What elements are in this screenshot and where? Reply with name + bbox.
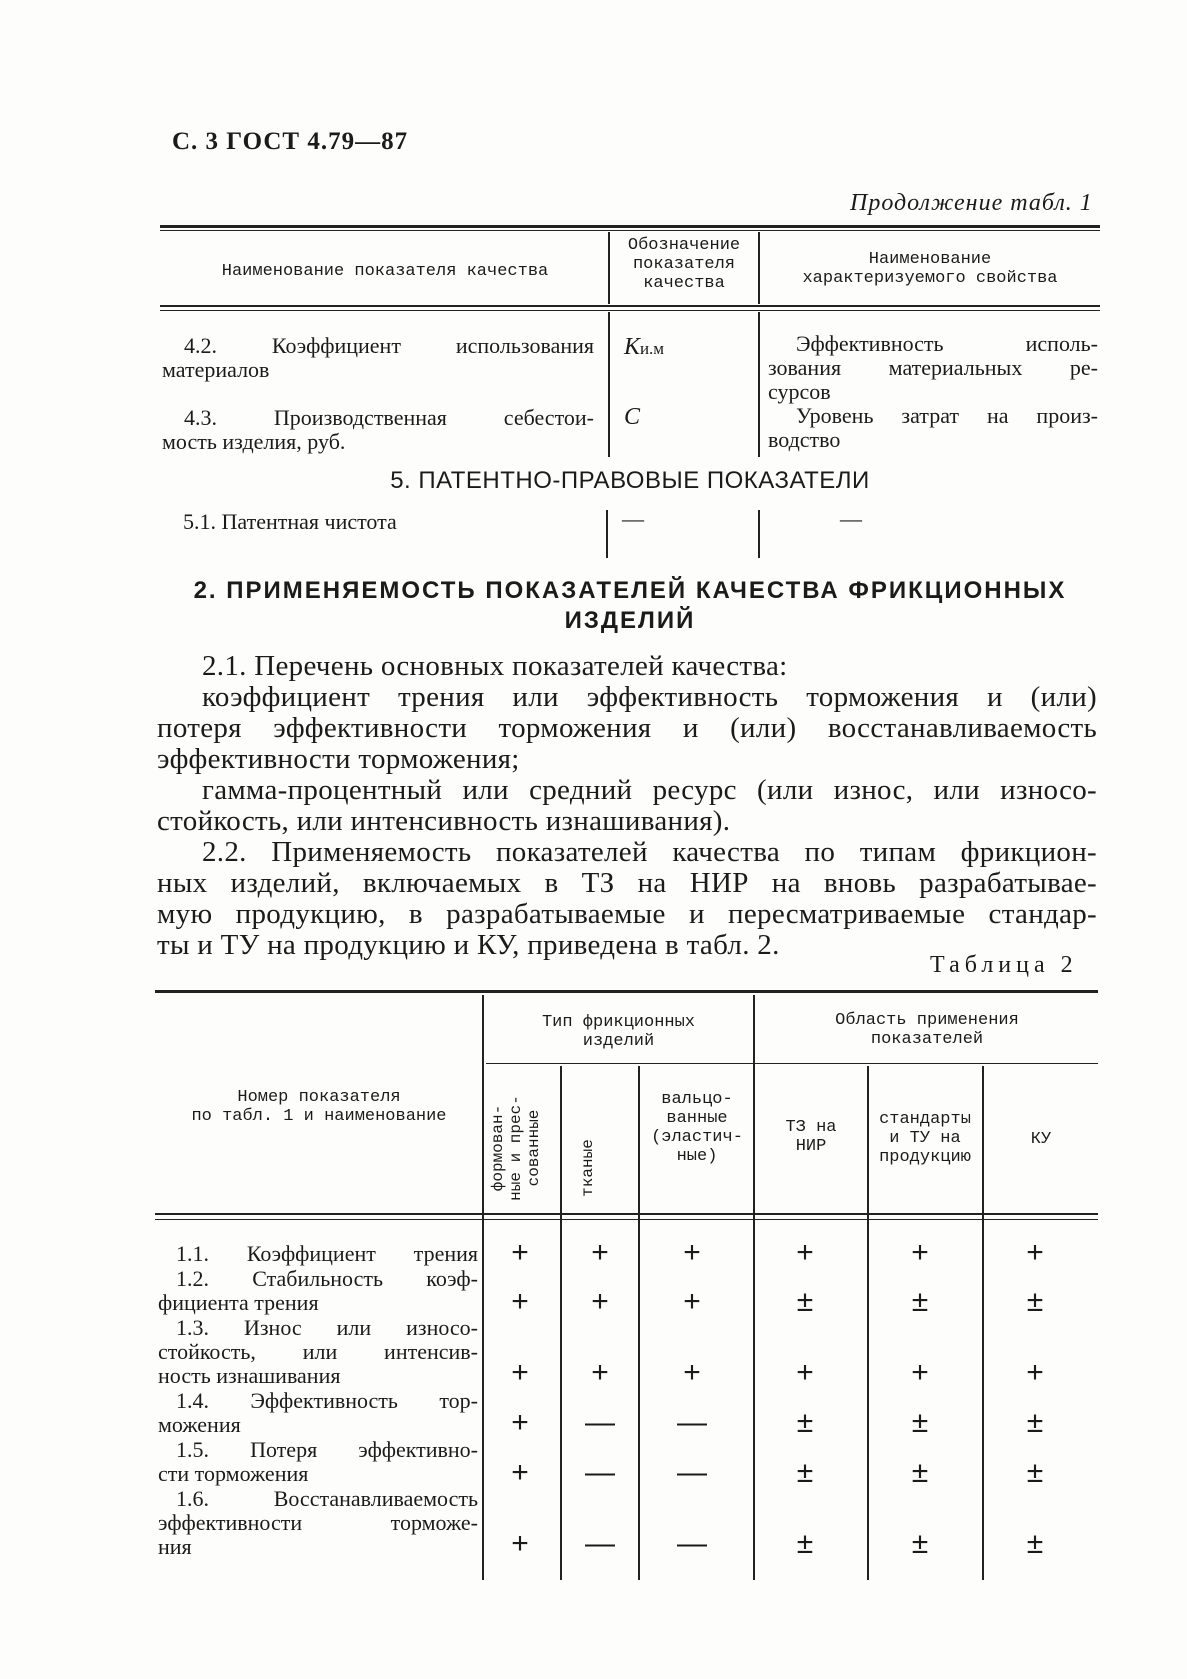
table2-header-rule xyxy=(155,1213,1098,1215)
table2-top-rule xyxy=(155,990,1098,993)
table2-mark-r1-c1: + xyxy=(511,1236,529,1269)
table1-top-rule xyxy=(160,225,1100,228)
table2-mark-r5-c4: ± xyxy=(796,1456,814,1489)
table2-mark-r2-c4: ± xyxy=(796,1285,814,1318)
table1-header-property: Наименование характеризуемого свойства xyxy=(802,250,1058,288)
table2-row-name-1-4: 1.4. Эффективность тор- можения xyxy=(158,1388,478,1437)
table2-row-name-1-6: 1.6. Восстанавливаемость эффективности торможе- ния xyxy=(158,1486,478,1559)
table2-row-name-1-1: 1.1. Коэффициент трения xyxy=(176,1241,478,1266)
table2-mark-r3-c5: + xyxy=(911,1356,929,1389)
table2-mark-r3-c3: + xyxy=(683,1356,701,1389)
table2-col-divider-group xyxy=(753,995,755,1580)
table2-mark-r1-c6: + xyxy=(1026,1236,1044,1269)
table2-header-group2: Область применения показателей xyxy=(835,1011,1019,1049)
table2-mark-r3-c6: + xyxy=(1026,1356,1044,1389)
table2-mark-r6-c4: ± xyxy=(796,1527,814,1560)
table1-header-rule xyxy=(160,305,1100,307)
table2-header-woven: тканые xyxy=(579,1139,597,1197)
table1-row-4-3-name: 4.3. Производственная себестои- мость изделия, руб. xyxy=(162,405,594,454)
table2-header-rule-2 xyxy=(155,1219,1098,1220)
table1-section-5-title: 5. ПАТЕНТНО-ПРАВОВЫЕ ПОКАЗАТЕЛИ xyxy=(390,467,870,494)
section-2-title: 2. ПРИМЕНЯЕМОСТЬ ПОКАЗАТЕЛЕЙ КАЧЕСТВА ФРИКЦИОННЫХ ИЗДЕЛИЙ xyxy=(193,577,1067,634)
table2-mark-r1-c2: + xyxy=(591,1236,609,1269)
table2-header-tz-nir: ТЗ на НИР xyxy=(785,1118,837,1156)
table2-group-rule xyxy=(486,1063,1098,1064)
table2-caption: Таблица 2 xyxy=(930,952,1078,978)
table1-row-5-1-divider-1 xyxy=(606,510,608,558)
table1-header-rule-2 xyxy=(160,310,1100,311)
table2-mark-r5-c1: + xyxy=(511,1456,529,1489)
table2-mark-r4-c1: + xyxy=(511,1406,529,1439)
table2-col-divider-sub2 xyxy=(638,1066,640,1580)
table2-row-name-1-3: 1.3. Износ или износо- стойкость, или интенсив- ность изнашивания xyxy=(158,1315,478,1388)
table2-mark-r5-c5: ± xyxy=(911,1456,929,1489)
table2-mark-r6-c1: + xyxy=(511,1527,529,1560)
table1-col-divider-2 xyxy=(758,232,760,304)
table2-mark-r6-c6: ± xyxy=(1026,1527,1044,1560)
table2-col-divider-sub5 xyxy=(982,1066,984,1580)
table2-mark-r1-c4: + xyxy=(796,1236,814,1269)
table2-mark-r4-c3: — xyxy=(677,1406,707,1439)
table2-header-ku: КУ xyxy=(1030,1130,1052,1149)
table2-header-rolled: вальцо- ванные (эластич- ные) xyxy=(651,1090,743,1166)
table2-row-name-1-5: 1.5. Потеря эффективно- сти торможения xyxy=(158,1437,478,1486)
table2-mark-r5-c2: — xyxy=(585,1456,615,1489)
table1-top-rule-2 xyxy=(160,230,1100,231)
table2-mark-r3-c4: + xyxy=(796,1356,814,1389)
table2-mark-r2-c1: + xyxy=(511,1285,529,1318)
table2-mark-r5-c6: ± xyxy=(1026,1456,1044,1489)
table2-col-divider-name xyxy=(482,995,484,1580)
table2-mark-r2-c5: ± xyxy=(911,1285,929,1318)
table1-header-name: Наименование показателя качества xyxy=(221,262,549,281)
page-header: С. 3 ГОСТ 4.79—87 xyxy=(172,128,409,155)
table1-row-4-2-symbol: Ки.м xyxy=(624,334,665,360)
table2-mark-r4-c4: ± xyxy=(796,1406,814,1439)
table2-mark-r6-c5: ± xyxy=(911,1527,929,1560)
table2-mark-r1-c3: + xyxy=(683,1236,701,1269)
table1-row-5-1-divider-2 xyxy=(758,510,760,558)
table1-col-divider-1-body xyxy=(608,312,610,457)
table1-row-4-2-property: Эффективность исполь- зования материальных ре- сурсов xyxy=(768,331,1098,404)
table2-mark-r4-c6: ± xyxy=(1026,1406,1044,1439)
table-continuation-label: Продолжение табл. 1 xyxy=(850,190,1093,216)
table2-row-name-1-2: 1.2. Стабильность коэф- фициента трения xyxy=(158,1266,478,1315)
table2-header-name: Номер показателя по табл. 1 и наименование xyxy=(191,1088,447,1126)
table2-mark-r2-c3: + xyxy=(683,1285,701,1318)
body-paragraphs: 2.1. Перечень основных показателей качества: коэффициент трения или эффективность торможения и (или) потеря эффективности торможения и (или) восстанавливаемость эффективности торможения; гамма-процентный или средний ресурс (или износ, или износо- стойкость, или интенсивность изнашивания). 2.2. Применяемость показателей качества по типам фрикцион- ных изделий, включаемых в ТЗ на НИР на вновь разрабатывае- мую продукцию, в разрабатываемые и пересматриваемые стандар- ты и ТУ на продукцию и КУ, приведена в табл. 2. xyxy=(157,650,1097,961)
table2-mark-r5-c3: — xyxy=(677,1456,707,1489)
table2-mark-r3-c2: + xyxy=(591,1356,609,1389)
table1-row-5-1-name: 5.1. Патентная чистота xyxy=(183,509,397,534)
table2-header-molded: формован- ные и прес- сованные xyxy=(489,1095,543,1201)
table1-row-4-2-name: 4.2. Коэффициент использования материалов xyxy=(162,333,594,382)
table2-header-standards: стандарты и ТУ на продукцию xyxy=(879,1110,971,1167)
table2-mark-r1-c5: + xyxy=(911,1236,929,1269)
table2-mark-r3-c1: + xyxy=(511,1356,529,1389)
table2-mark-r2-c2: + xyxy=(591,1285,609,1318)
table2-mark-r6-c3: — xyxy=(677,1527,707,1560)
table2-mark-r4-c2: — xyxy=(585,1406,615,1439)
table2-mark-r4-c5: ± xyxy=(911,1406,929,1439)
table1-col-divider-2-body xyxy=(758,312,760,457)
table2-mark-r2-c6: ± xyxy=(1026,1285,1044,1318)
table1-col-divider-1 xyxy=(608,232,610,304)
table1-header-symbol: Обозначение показателя качества xyxy=(627,236,741,293)
table1-row-5-1-symbol: — xyxy=(622,506,644,531)
table1-row-5-1-property: — xyxy=(840,506,862,531)
table1-row-4-3-property: Уровень затрат на произ- водство xyxy=(768,403,1098,452)
table2-mark-r6-c2: — xyxy=(585,1527,615,1560)
table2-col-divider-sub1 xyxy=(560,1066,562,1580)
table1-row-4-3-symbol: C xyxy=(624,404,641,430)
table2-header-group1: Тип фрикционных изделий xyxy=(541,1013,696,1051)
